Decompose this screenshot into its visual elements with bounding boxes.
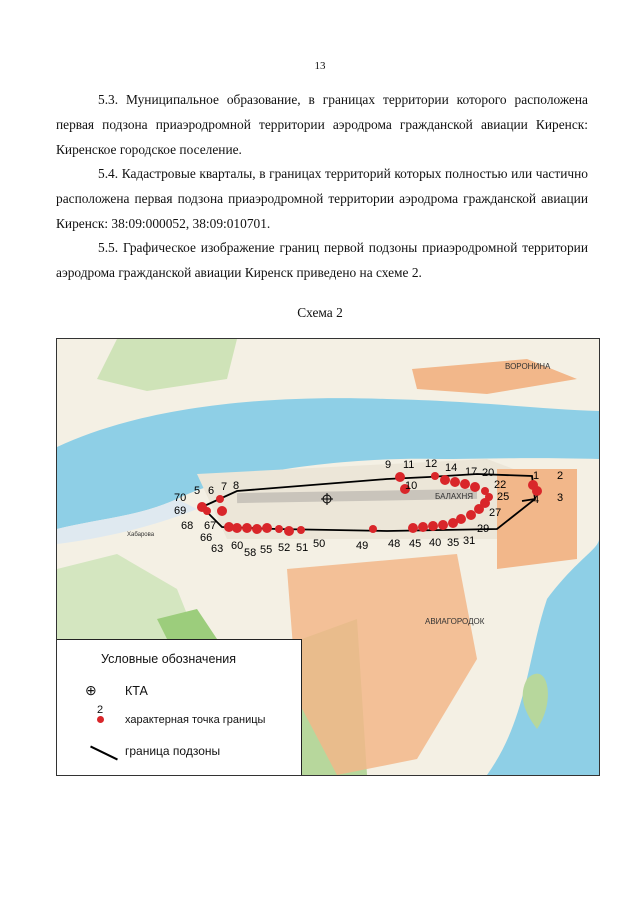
legend-point-number: 2 <box>97 704 104 716</box>
pt-label-55: 55 <box>260 544 273 556</box>
pt-label-2: 2 <box>557 470 564 482</box>
pt-label-35: 35 <box>447 537 460 549</box>
place-voronina: ВОРОНИНА <box>505 362 551 371</box>
paragraph-5-3: 5.3. Муниципальное образование, в границах территории которого расположена первая подзона приаэродромной территории аэродрома гражданской авиации Киренск: Киренское городское поселение. <box>56 92 588 157</box>
pt-label-8: 8 <box>233 480 240 492</box>
pt-label-51: 51 <box>296 542 309 554</box>
pt-label-25: 25 <box>497 491 510 503</box>
pt-label-63: 63 <box>211 543 224 555</box>
pt-label-31: 31 <box>463 535 476 547</box>
scheme-caption: Схема 2 <box>297 305 343 320</box>
place-khabarova: Хабарова <box>127 532 155 538</box>
pt-label-50: 50 <box>313 538 326 550</box>
pt-label-68: 68 <box>181 520 194 532</box>
pt-label-17: 17 <box>465 466 478 478</box>
place-balakhnya: БАЛАХНЯ <box>435 492 474 501</box>
pt-label-66: 66 <box>200 532 213 544</box>
pt-label-9: 9 <box>385 459 392 471</box>
pt-label-60: 60 <box>231 540 244 552</box>
pt-label-3: 3 <box>557 492 564 504</box>
paragraph-5-5: 5.5. Графическое изображение границ первой подзоны приаэродромной территории аэродрома гражданской авиации Киренск приведено на схеме 2. <box>56 240 588 280</box>
pt-label-14: 14 <box>445 462 458 474</box>
legend-row-point <box>85 704 266 726</box>
scheme-map <box>56 338 600 776</box>
boundary-line-icon <box>85 745 125 757</box>
pt-label-49: 49 <box>356 540 369 552</box>
legend-point-label: характерная точка границы <box>125 714 266 726</box>
point-marker-icon <box>85 704 125 726</box>
pt-label-27: 27 <box>489 507 502 519</box>
pt-label-7: 7 <box>221 481 228 493</box>
pt-label-10: 10 <box>405 480 418 492</box>
pt-label-22: 22 <box>494 479 507 491</box>
pt-label-70: 70 <box>174 492 187 504</box>
map-legend <box>57 639 302 776</box>
pt-label-4: 4 <box>533 494 540 506</box>
pt-label-52: 52 <box>278 542 291 554</box>
pt-label-29: 29 <box>477 523 490 535</box>
place-aviagorodok: АВИАГОРОДОК <box>425 617 485 626</box>
legend-row-line <box>85 744 220 758</box>
pt-label-67: 67 <box>204 520 217 532</box>
pt-label-6: 6 <box>208 485 215 497</box>
crosshair-icon: ⊕ <box>85 682 97 698</box>
pt-label-5: 5 <box>194 485 201 497</box>
pt-label-45: 45 <box>409 538 422 550</box>
pt-label-12: 12 <box>425 458 438 470</box>
legend-row-kta <box>85 682 148 699</box>
page-number: 13 <box>314 60 326 72</box>
pt-label-40: 40 <box>429 537 442 549</box>
legend-title: Условные обозначения <box>101 652 237 666</box>
paragraph-5-4: 5.4. Кадастровые кварталы, в границах территорий которых полностью или частично расположена первая подзона приаэродромной территории аэродрома гражданской авиации Киренск: 38:09:000052, 38:09:010701. <box>56 166 588 231</box>
pt-label-1: 1 <box>533 470 540 482</box>
pt-label-48: 48 <box>388 538 401 550</box>
pt-label-58: 58 <box>244 547 257 559</box>
pt-label-69: 69 <box>174 505 187 517</box>
legend-kta-label: КТА <box>125 683 148 698</box>
pt-label-11: 11 <box>403 459 415 471</box>
pt-label-20: 20 <box>482 467 495 479</box>
legend-line-label: граница подзоны <box>125 744 221 758</box>
